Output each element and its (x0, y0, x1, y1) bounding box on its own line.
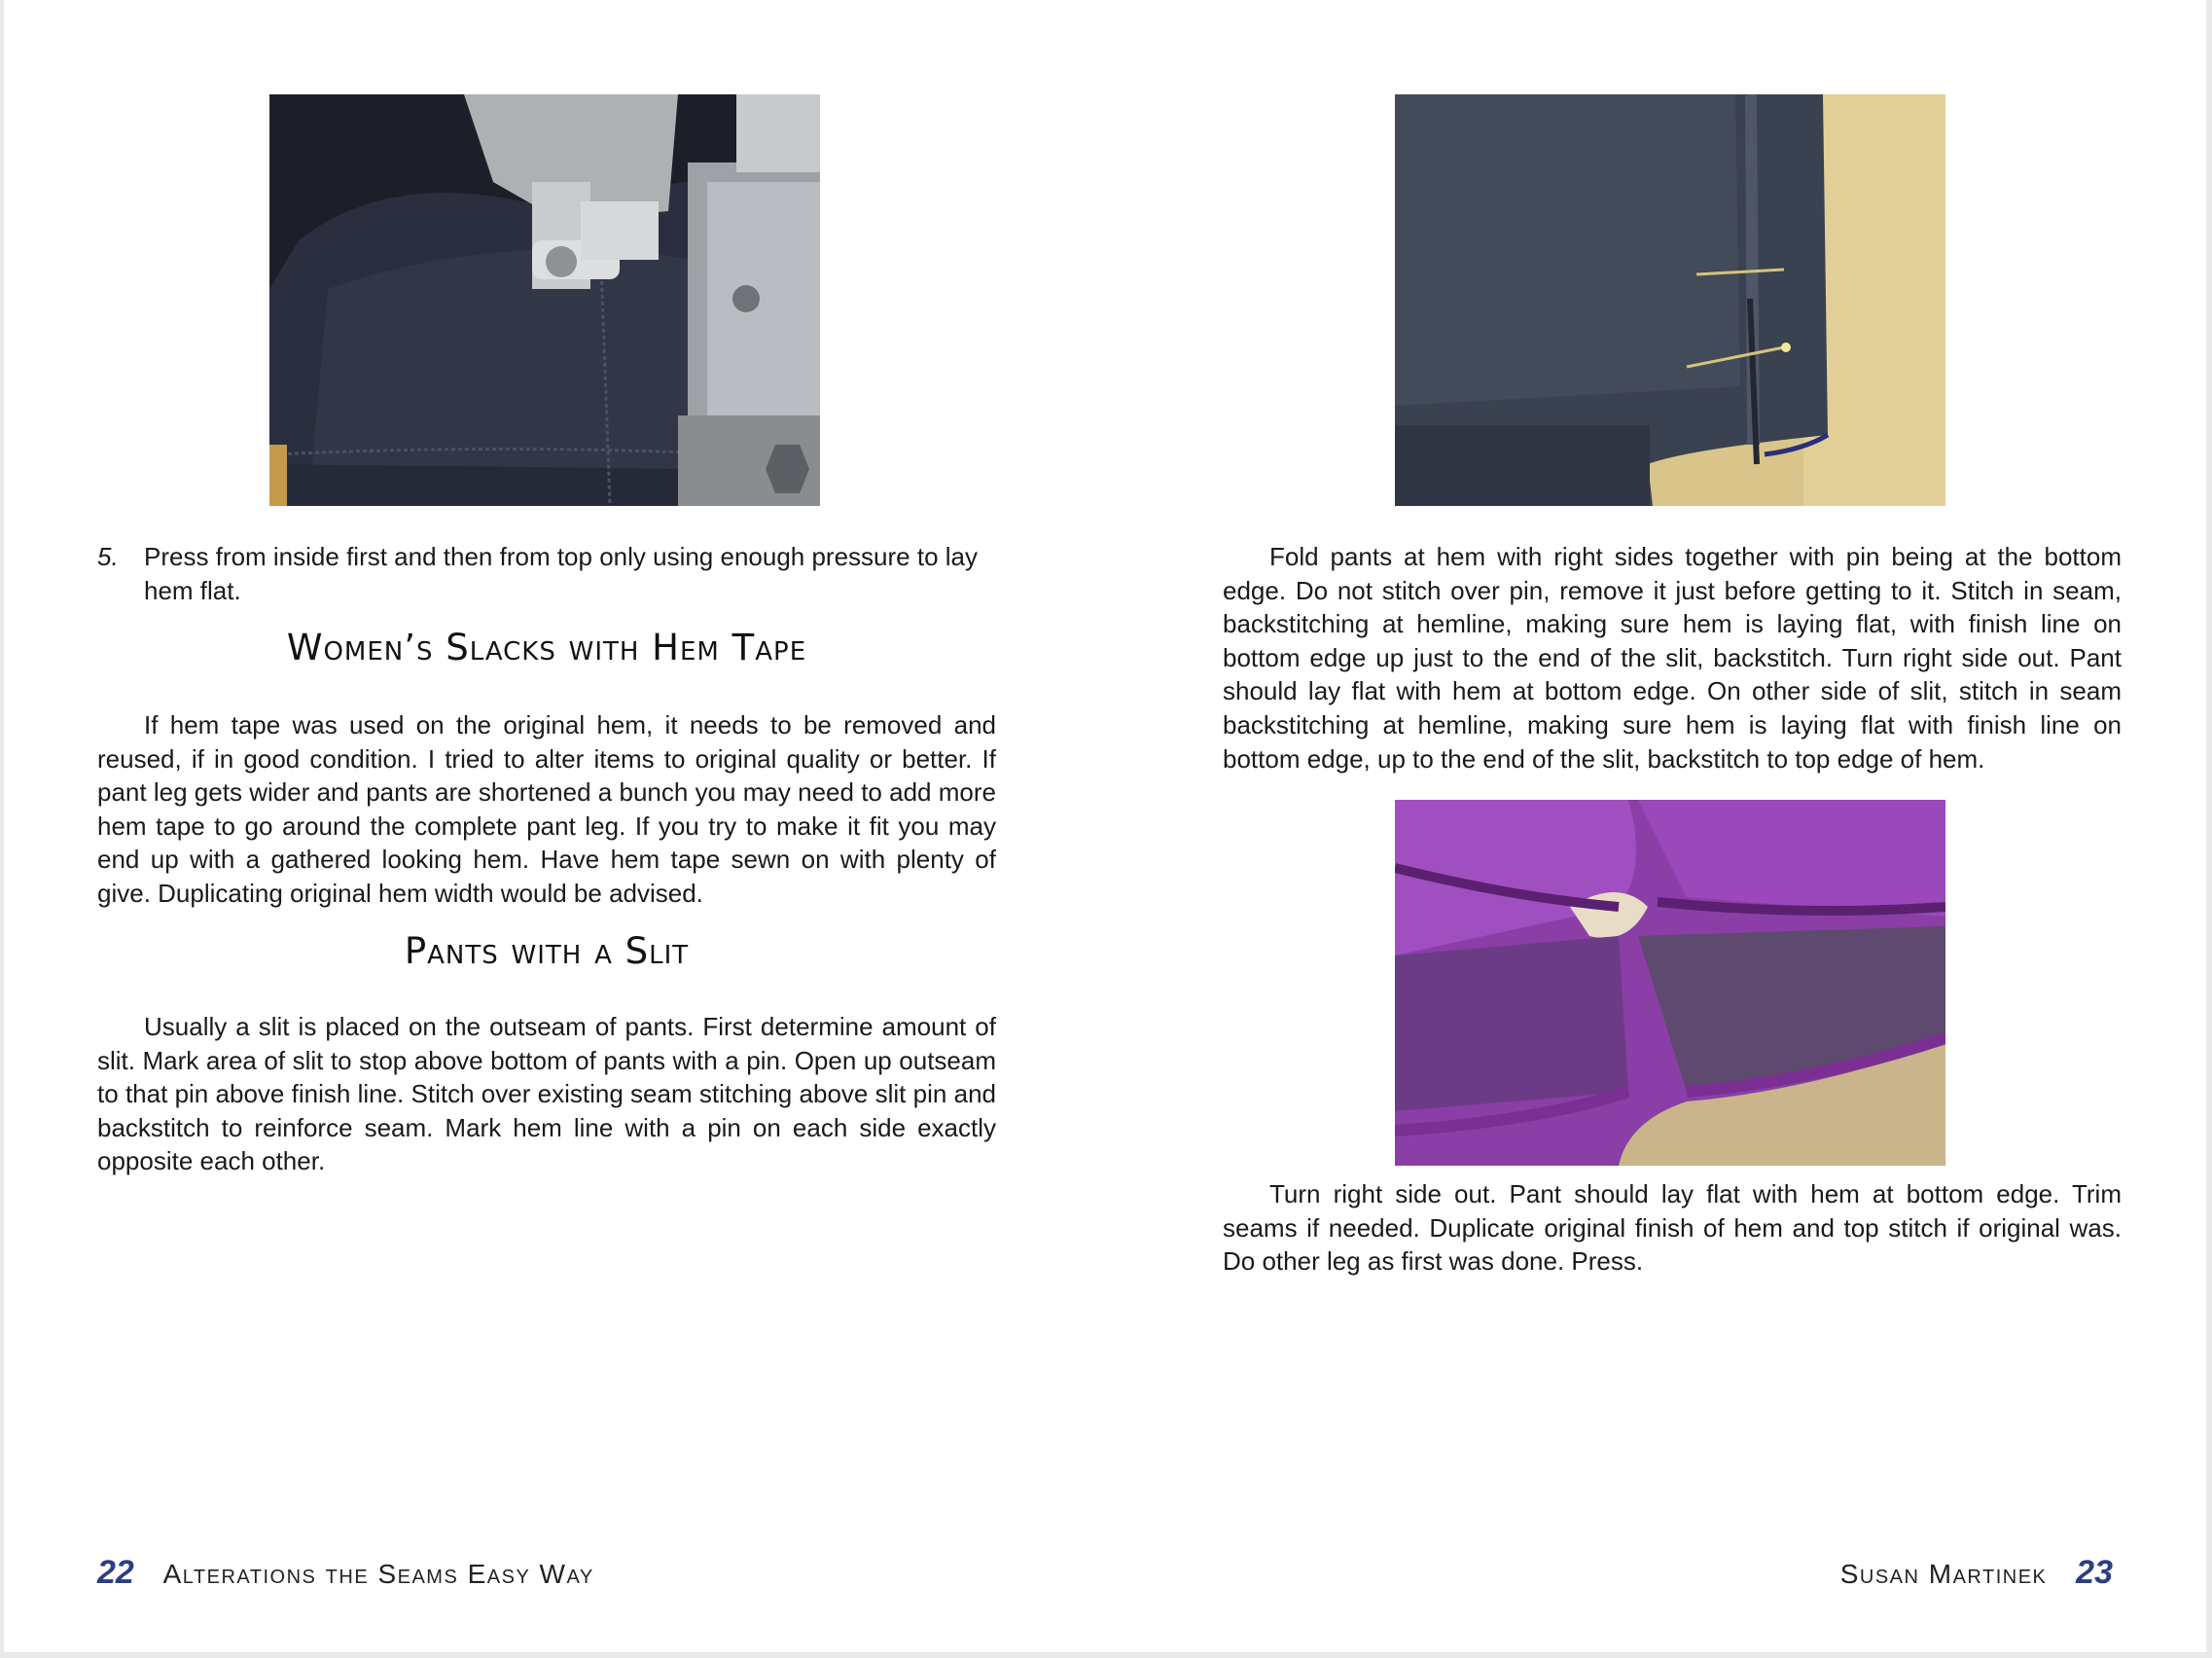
book-title: Alterations the Seams Easy Way (162, 1559, 594, 1589)
left-footer (97, 1551, 594, 1594)
left-page (4, 0, 1105, 1652)
heading-pants-slit: Pants with a Slit (404, 930, 690, 972)
step-5 (97, 540, 996, 607)
slit-paragraph: Usually a slit is placed on the outseam of pants. First determine amount of slit. Mark area of slit to stop above bottom of pants with a pin. Open up outseam to that pin above finish line. Stitch over existing seam stitching above slit pin and backstitch to reinforce seam. Mark hem line with a pin on each side exactly opposite each other. (97, 1012, 996, 1176)
right-page (1105, 0, 2206, 1652)
book-spread (4, 0, 2206, 1652)
turn-right-side-paragraph: Turn right side out. Pant should lay flat with hem at bottom edge. Trim seams if needed. Duplicate original finish of hem and top stitch if original was. Do other leg as first was done. Press. (1223, 1179, 2122, 1277)
author-name: Susan Martinek (1839, 1559, 2048, 1589)
heading-womens-slacks: Women’s Slacks with Hem Tape (286, 627, 807, 668)
hem-tape-paragraph: If hem tape was used on the original hem, it needs to be removed and reused, if in good condition. I tried to alter items to original quality or better. If pant leg gets wider and pants are shortened a bunch you may need to add more hem tape to go around the complete pant leg. If you try to make it fit you may end up with a gathered looking hem. Have hem tape sewn on with plenty of give. Duplicating original hem width would be advised. (97, 710, 996, 908)
step-number: 5. (97, 542, 119, 571)
right-footer (1840, 1551, 2113, 1594)
step-text: Press from inside first and then from top only using enough pressure to lay hem flat. (144, 542, 978, 605)
finished-slit-hem-photo (1395, 800, 1945, 1166)
page-number: 22 (97, 1554, 134, 1591)
fold-pants-paragraph: Fold pants at hem with right sides together with pin being at the bottom edge. Do not stitch over pin, remove it just before getting to it. Stitch in seam, backstitching at hemline, making sure hem is laying flat, with finish line on bottom edge up just to the end of the slit, backstitch. Turn right side out. Pant should lay flat with hem at bottom edge. On other side of slit, stitch in seam backstitching at hemline, making sure hem is laying flat with finish line on bottom edge, up to the end of the slit, backstitch to top edge of hem. (1223, 542, 2122, 774)
pinned-slit-photo (1395, 94, 1945, 506)
page-number: 23 (2076, 1554, 2113, 1591)
sewing-machine-hem-photo (269, 94, 820, 506)
